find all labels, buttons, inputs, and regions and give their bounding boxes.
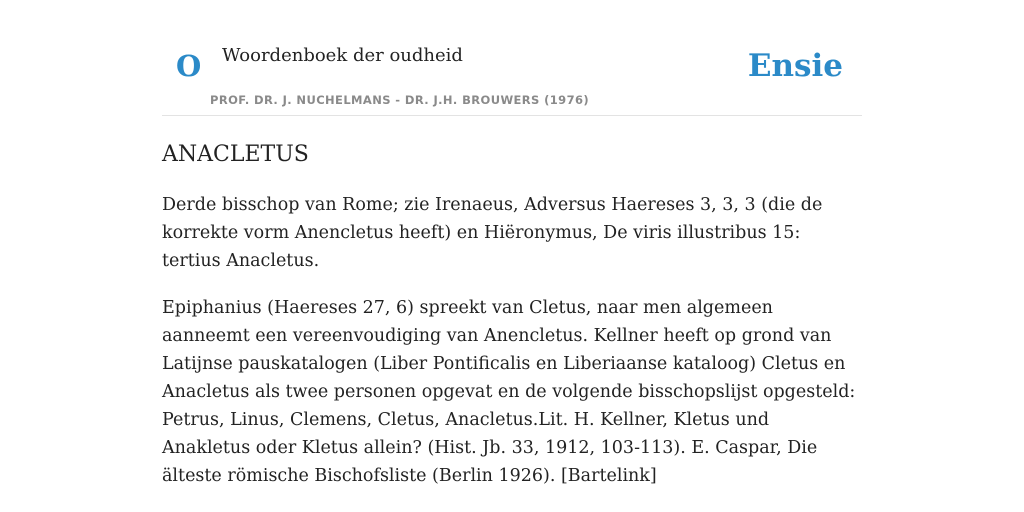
entry-paragraph: Epiphanius (Haereses 27, 6) spreekt van Cletus, naar men algemeen aanneemt een vereenvoudiging van Anencletus. Kellner heeft op grond van Latijnse pauskatalogen (Liber Pontificalis en Liberiaanse kataloog) Cletus en Anacletus als twee personen opgevat en de volgende bisschopslijst opgesteld: Petrus, Linus, Clemens, Cletus, Anacletus.Lit. H. Kellner, Kletus und Anakletus oder Kletus allein? (Hist. Jb. 33, 1912, 103-113). E. Caspar, Die älteste römische Bischofsliste (Berlin 1926). [Bartelink] (162, 298, 856, 487)
book-title-link[interactable]: Woordenboek der oudheid (222, 45, 463, 66)
book-authors: PROF. DR. J. NUCHELMANS - DR. J.H. BROUWERS (1976) (210, 93, 590, 107)
entry-title: ANACLETUS (162, 142, 309, 167)
ensie-logo-link[interactable]: Ensie (747, 48, 843, 84)
header (162, 0, 862, 116)
page (162, 0, 862, 490)
entry-paragraph: Derde bisschop van Rome; zie Irenaeus, Adversus Haereses 3, 3, 3 (die de korrekte vorm Anencletus heeft) en Hiëronymus, De viris illustribus 15: tertius Anacletus. (162, 195, 823, 272)
index-letter-link[interactable]: O (176, 49, 202, 83)
